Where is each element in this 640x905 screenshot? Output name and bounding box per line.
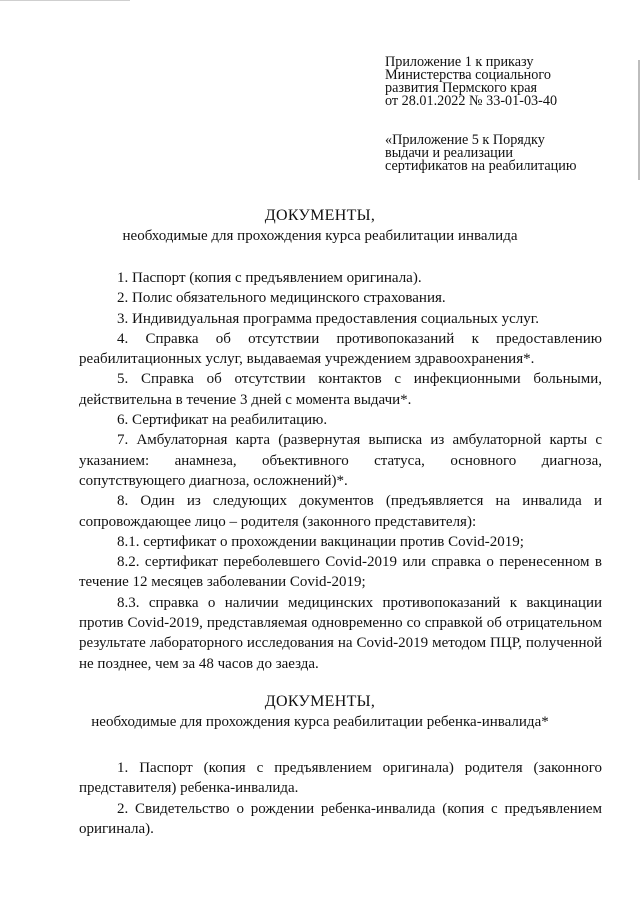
- section2-list: [79, 758, 602, 839]
- section-subtitle: необходимые для прохождения курса реабилитации инвалида: [122, 228, 518, 244]
- list-item: 4. Справка об отсутствии противопоказаний к предоставлению реабилитационных услуг, выдаваемая учреждением здравоохранения*.: [79, 330, 602, 368]
- scan-artifact-edge: [635, 60, 640, 180]
- list-item: 6. Сертификат на реабилитацию.: [117, 412, 328, 429]
- list-item: 3. Индивидуальная программа предоставления социальных услуг.: [117, 310, 539, 327]
- list-item: 2. Свидетельство о рождении ребенка-инвалида (копия с предъявлением оригинала).: [79, 800, 602, 837]
- list-item: 1. Паспорт (копия с предъявлением оригинала).: [117, 270, 422, 286]
- header-line: «Приложение 5 к Порядку: [385, 132, 545, 148]
- header-line: Приложение 1 к приказу: [385, 54, 534, 70]
- header-line: от 28.01.2022 № 33-01-03-40: [385, 93, 558, 109]
- header-line: сертификатов на реабилитацию: [385, 158, 577, 174]
- section1-list: [79, 268, 602, 674]
- section-subtitle: необходимые для прохождения курса реабилитации ребенка-инвалида*: [91, 714, 549, 730]
- list-item: 1. Паспорт (копия с предъявлением оригинала) родителя (законного представителя) ребенка-инвалида.: [79, 760, 602, 797]
- list-item: 5. Справка об отсутствии контактов с инфекционными больными, действительна в течение 3 дней с момента выдачи*.: [79, 371, 602, 408]
- header-line: выдачи и реализации: [385, 145, 513, 161]
- section1-heading: [0, 206, 640, 246]
- list-item: 8.2. сертификат переболевшего Covid-2019 или справка о перенесенном в течение 12 месяцев заболевании Covid-2019;: [79, 554, 602, 591]
- section-title: ДОКУМЕНТЫ,: [264, 693, 376, 710]
- section2-heading: [0, 692, 640, 732]
- header-line: Министерства социального: [385, 67, 551, 83]
- scan-artifact-top: [0, 0, 130, 3]
- list-item: 7. Амбулаторная карта (развернутая выписка из амбулаторной карты с указанием: анамнеза, объективного статуса, основного диагноза, сопутствующего диагноза, осложнений)*.: [79, 432, 602, 489]
- list-item: 8.1. сертификат о прохождении вакцинации против Covid-2019;: [117, 533, 524, 550]
- appendix-header: [385, 56, 625, 173]
- section-title: ДОКУМЕНТЫ,: [264, 207, 376, 224]
- list-item: 2. Полис обязательного медицинского страхования.: [117, 290, 446, 307]
- list-item: 8.3. справка о наличии медицинских противопоказаний к вакцинации против Covid-2019, представляемая одновременно со справкой об отрицательном результате лабораторного исследования на Covid-2019 методом ПЦР, полученной не позднее, чем за 48 часов до заезда.: [79, 594, 602, 672]
- list-item: 8. Один из следующих документов (предъявляется на инвалида и сопровождающее лицо – родителя (законного представителя):: [79, 493, 602, 530]
- header-line: развития Пермского края: [385, 80, 538, 96]
